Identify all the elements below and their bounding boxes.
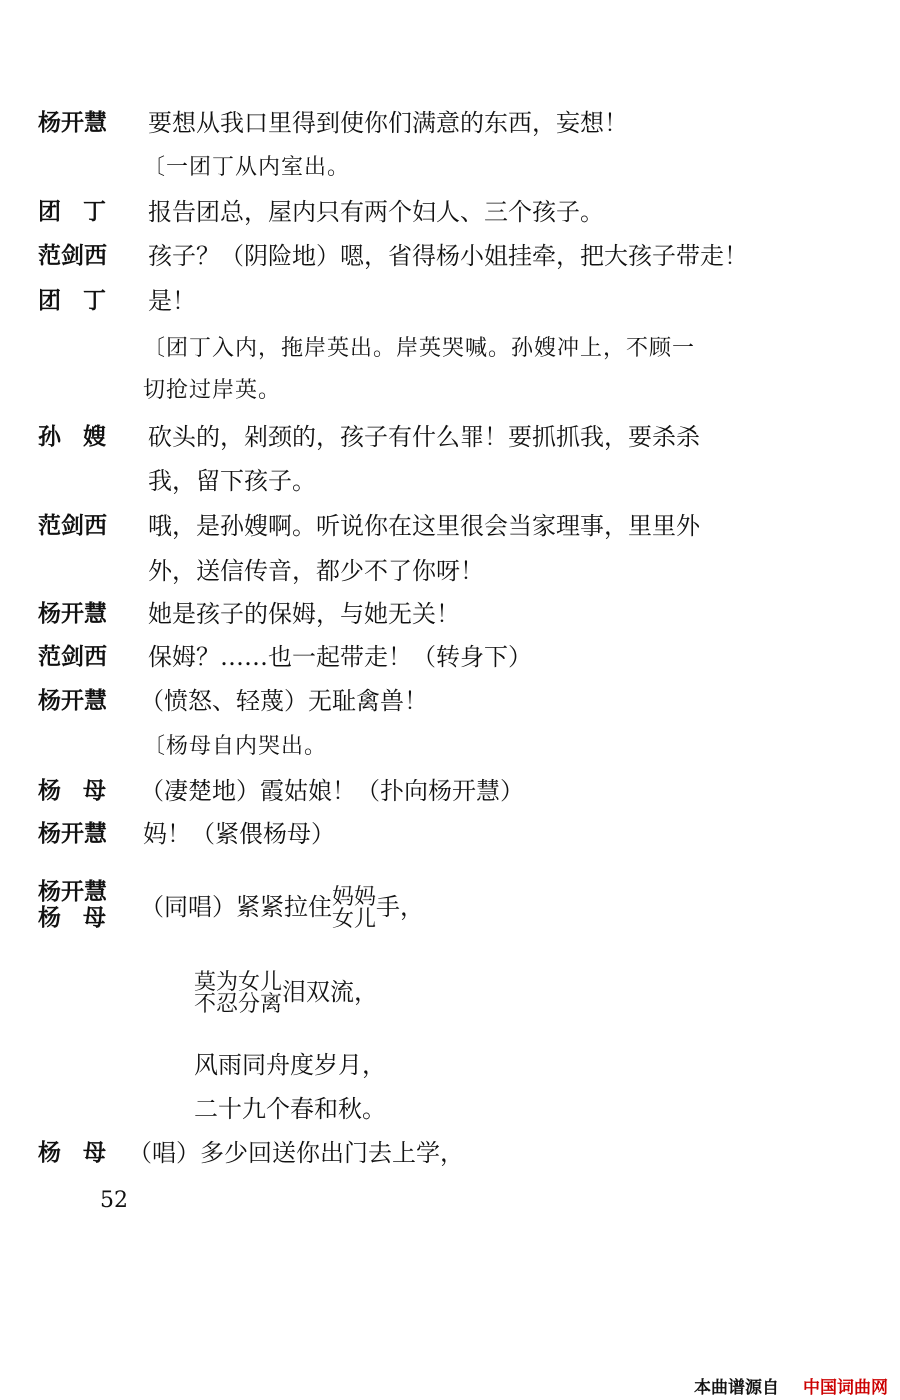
dialogue-text: 砍头的，剁颈的，孩子有什么罪！要抓抓我，要杀杀: [148, 423, 700, 451]
dialogue-text: 孩子？（阴险地）嗯，省得杨小姐挂牵，把大孩子带走！: [148, 242, 748, 270]
footer-site-link[interactable]: 中国词曲网: [803, 1378, 888, 1398]
dialogue-text: （凄楚地）霞姑娘！（扑向杨开慧）: [140, 777, 524, 805]
speaker-name: 范剑西: [38, 513, 107, 539]
lyric-line: [140, 885, 424, 931]
lyric-text: 泪双流，: [282, 978, 379, 1006]
dialogue-text: 她是孩子的保姆，与她无关！: [148, 600, 460, 628]
speaker-name: 孙嫂: [38, 424, 128, 450]
lyric-text: （唱）多少回送你出门去上学，: [128, 1139, 464, 1167]
speaker-name: 团丁: [38, 199, 128, 225]
speaker-name: 范剑西: [38, 644, 107, 670]
dialogue-text: 报告团总，屋内只有两个妇人、三个孩子。: [148, 198, 604, 226]
lyric-line: 二十九个春和秋。: [194, 1095, 386, 1123]
speaker-name: 杨开慧: [38, 688, 107, 714]
stage-direction: 〔一团丁从内室出。: [143, 155, 351, 180]
lyric-stack-top: 妈妈: [332, 884, 377, 910]
lyric-stack-bottom: 不忍分离: [194, 991, 283, 1017]
dialogue-text: 是！: [148, 287, 196, 315]
dialogue-text: 保姆？……也一起带走！（转身下）: [148, 643, 532, 671]
speaker-name: 杨母: [38, 1140, 128, 1166]
lyric-stack: [332, 884, 377, 932]
lyric-stack: [194, 969, 283, 1017]
lyric-stack-top: 莫为女儿: [194, 969, 283, 995]
page-number: 52: [100, 1188, 128, 1213]
speaker-name: 杨开慧: [38, 110, 107, 136]
lyric-text: 手，: [376, 893, 425, 921]
speaker-name: 杨母: [38, 905, 128, 931]
stage-direction: 切抢过岸英。: [143, 378, 282, 403]
speaker-name: 杨开慧: [38, 821, 107, 847]
lyric-text: （同唱）紧紧拉住: [140, 893, 332, 921]
stage-direction: 〔团丁入内，拖岸英出。岸英哭喊。孙嫂冲上，不顾一: [143, 336, 696, 361]
stage-direction: 〔杨母自内哭出。: [143, 734, 328, 759]
lyric-stack-bottom: 女儿: [332, 906, 377, 932]
dialogue-text: 外，送信传音，都少不了你呀！: [148, 557, 484, 585]
dialogue-text: （愤怒、轻蔑）无耻禽兽！: [140, 687, 428, 715]
lyric-line: 风雨同舟度岁月，: [194, 1051, 386, 1079]
speaker-name: 杨母: [38, 778, 128, 804]
speaker-name: 杨开慧: [38, 879, 107, 905]
speaker-name: 杨开慧: [38, 601, 107, 627]
speaker-name: 范剑西: [38, 243, 107, 269]
speaker-name: 团丁: [38, 288, 128, 314]
lyric-line: [194, 970, 378, 1016]
footer-source-label: 本曲谱源自: [694, 1378, 779, 1398]
dialogue-text: 要想从我口里得到使你们满意的东西，妄想！: [148, 109, 628, 137]
dialogue-text: 哦，是孙嫂啊。听说你在这里很会当家理事，里里外: [148, 512, 700, 540]
dialogue-text: 我，留下孩子。: [148, 467, 316, 495]
dialogue-text: 妈！（紧偎杨母）: [143, 820, 335, 848]
